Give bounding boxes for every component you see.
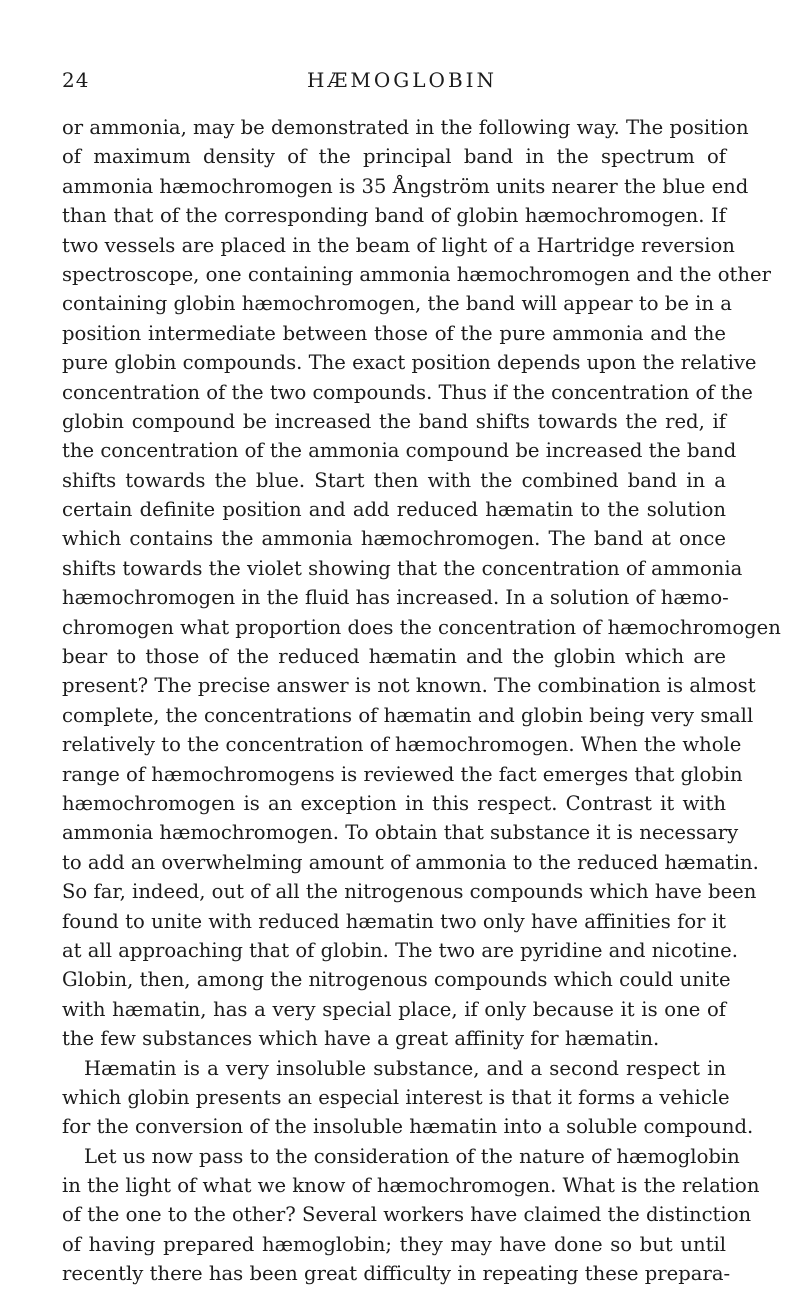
text-line: pure globin compounds. The exact position depends upon the relative bbox=[62, 351, 757, 375]
text-line: at all approaching that of globin. The two are pyridine and nicotine. bbox=[62, 938, 738, 962]
text-line: chromogen what proportion does the concentration of hæmochromogen bbox=[62, 615, 781, 639]
running-title: HÆMOGLOBIN bbox=[306, 68, 498, 92]
text-line: complete, the concentrations of hæmatin and globin being very small bbox=[62, 703, 754, 727]
text-line: present? The precise answer is not known. The combination is almost bbox=[62, 674, 756, 698]
text-line: of maximum density of the principal band in the spectrum of bbox=[62, 145, 726, 169]
text-line: ammonia hæmochromogen. To obtain that substance it is necessary bbox=[62, 821, 739, 845]
text-line: recently there has been great difficulty in repeating these prepara- bbox=[62, 1262, 731, 1286]
text-line: or ammonia, may be demonstrated in the following way. The position bbox=[62, 116, 749, 139]
text-line: which globin presents an especial interest is that it forms a vehicle bbox=[62, 1085, 730, 1109]
text-line: to add an overwhelming amount of ammonia to the reduced hæmatin. bbox=[62, 850, 759, 874]
text-line: the few substances which have a great affinity for hæmatin. bbox=[62, 1027, 660, 1051]
text-line: bear to those of the reduced hæmatin and the globin which are bbox=[62, 645, 726, 669]
text-line: found to unite with reduced hæmatin two only have affinities for it bbox=[62, 909, 726, 933]
text-line: Let us now pass to the consideration of the nature of hæmoglobin bbox=[84, 1144, 740, 1168]
text-line: in the light of what we know of hæmochromogen. What is the relation bbox=[62, 1174, 760, 1198]
text-line: Hæmatin is a very insoluble substance, and a second respect in bbox=[84, 1056, 726, 1080]
text-line: certain definite position and add reduced hæmatin to the solution bbox=[62, 498, 726, 522]
text-line: globin compound be increased the band shifts towards the red, if bbox=[62, 409, 726, 433]
text-line: spectroscope, one containing ammonia hæmochromogen and the other bbox=[62, 262, 771, 286]
text-line: shifts towards the blue. Start then with the combined band in a bbox=[62, 468, 726, 492]
text-line: the concentration of the ammonia compound be increased the band bbox=[62, 439, 737, 463]
text-line: relatively to the concentration of hæmochromogen. When the whole bbox=[62, 733, 742, 757]
text-line: which contains the ammonia hæmochromogen. The band at once bbox=[62, 527, 726, 551]
text-line: hæmochromogen in the fluid has increased. In a solution of hæmo- bbox=[62, 586, 729, 610]
text-line: containing globin hæmochromogen, the band will appear to be in a bbox=[62, 292, 732, 316]
text-line: than that of the corresponding band of globin hæmochromogen. If bbox=[62, 204, 726, 228]
running-head bbox=[62, 66, 726, 94]
text-line: of having prepared hæmoglobin; they may have done so but until bbox=[62, 1232, 726, 1256]
text-line: for the conversion of the insoluble hæmatin into a soluble compound. bbox=[62, 1115, 754, 1139]
text-line: range of hæmochromogens is reviewed the fact emerges that globin bbox=[62, 762, 743, 786]
page-number: 24 bbox=[62, 68, 90, 92]
text-line: two vessels are placed in the beam of light of a Hartridge reversion bbox=[62, 233, 735, 257]
text-line: concentration of the two compounds. Thus if the concentration of the bbox=[62, 380, 753, 404]
text-line: position intermediate between those of the pure ammonia and the bbox=[62, 321, 726, 345]
text-line: of the one to the other? Several workers have claimed the distinction bbox=[62, 1203, 752, 1227]
text-line: hæmochromogen is an exception in this respect. Contrast it with bbox=[62, 791, 726, 815]
text-line: So far, indeed, out of all the nitrogenous compounds which have been bbox=[62, 880, 757, 904]
text-line: with hæmatin, has a very special place, if only because it is one of bbox=[62, 997, 726, 1021]
text-line: ammonia hæmochromogen is 35 Ångström units nearer the blue end bbox=[62, 174, 749, 198]
text-line: Globin, then, among the nitrogenous compounds which could unite bbox=[62, 968, 731, 992]
body-text bbox=[62, 113, 781, 1289]
text-line: shifts towards the violet showing that the concentration of ammonia bbox=[62, 556, 743, 580]
